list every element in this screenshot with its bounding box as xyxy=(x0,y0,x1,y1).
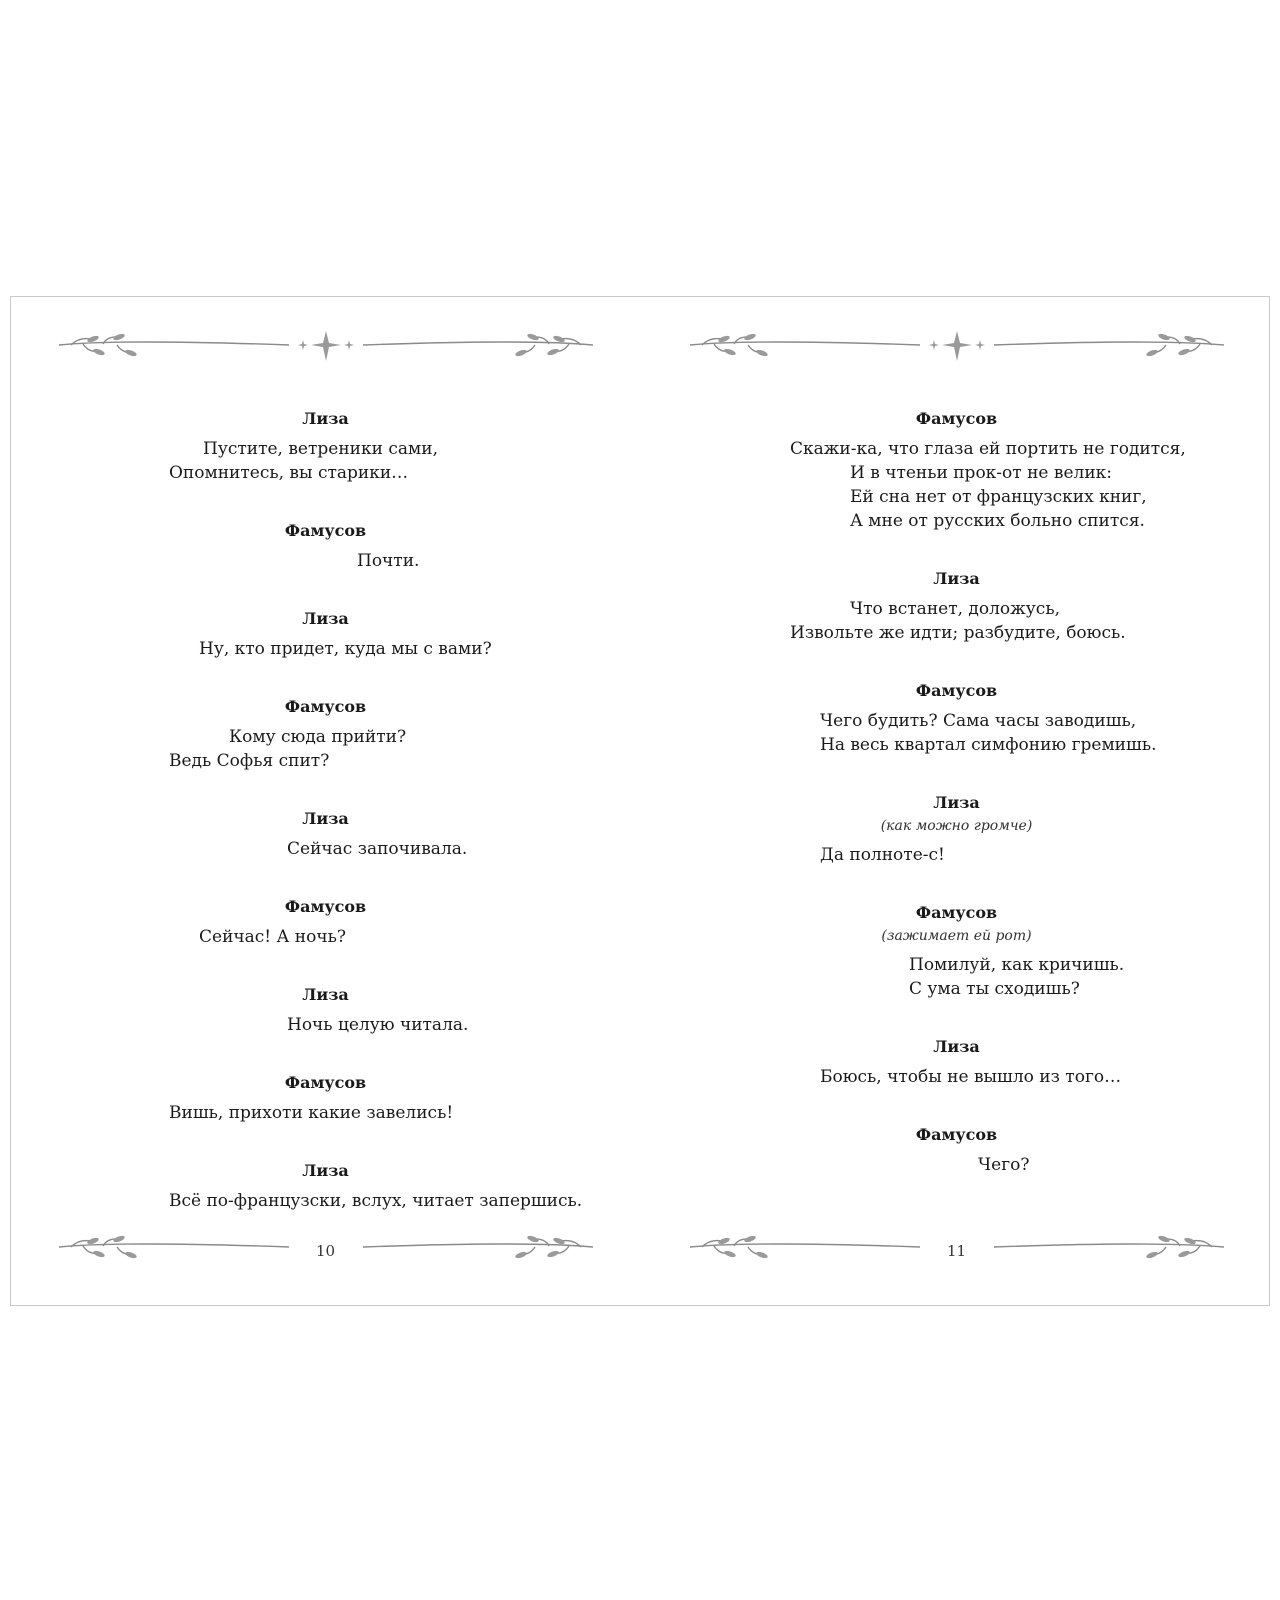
verse-line: На весь квартал симфонию гремишь. xyxy=(820,735,1157,755)
speaker-name: Лиза xyxy=(302,409,349,428)
stage-direction: (как можно громче) xyxy=(880,818,1033,834)
speaker-name: Лиза xyxy=(302,1161,349,1180)
verse-line: Всё по-французски, вслух, читает запершись. xyxy=(169,1191,583,1211)
right-dialog xyxy=(642,407,1271,1177)
speaker-name: Фамусов xyxy=(915,681,998,700)
verse-line: Ночь целую читала. xyxy=(287,1015,469,1035)
verse-line: Вишь, прихоти какие завелись! xyxy=(169,1103,454,1123)
verse-line: Ну, кто придет, куда мы с вами? xyxy=(199,639,492,659)
verse-line: С ума ты сходишь? xyxy=(909,979,1080,999)
right-page xyxy=(642,297,1271,1305)
verse-line: Чего? xyxy=(978,1155,1030,1175)
speaker-name: Фамусов xyxy=(284,521,367,540)
verse-line: Что встанет, доложусь, xyxy=(850,599,1060,619)
speaker-name: Лиза xyxy=(933,1037,980,1056)
speaker-name: Лиза xyxy=(302,609,349,628)
left-dialog xyxy=(11,407,640,1213)
speaker-name: Лиза xyxy=(933,569,980,588)
speaker-name: Фамусов xyxy=(915,409,998,428)
speaker-name: Фамусов xyxy=(284,897,367,916)
verse-line: И в чтеньи прок-от не велик: xyxy=(850,463,1112,483)
verse-line: Помилуй, как кричишь. xyxy=(909,955,1125,975)
book-spread xyxy=(10,296,1270,1306)
speaker-name: Фамусов xyxy=(284,697,367,716)
verse-line: Почти. xyxy=(357,551,420,571)
page-number: 10 xyxy=(315,1242,336,1260)
speaker-name: Лиза xyxy=(302,985,349,1004)
speaker-name: Фамусов xyxy=(915,903,998,922)
speaker-name: Лиза xyxy=(933,793,980,812)
verse-line: Сейчас! А ночь? xyxy=(199,927,346,947)
verse-line: Кому сюда прийти? xyxy=(229,727,407,747)
speaker-name: Фамусов xyxy=(284,1073,367,1092)
verse-line: Чего будить? Сама часы заводишь, xyxy=(820,711,1137,731)
verse-line: Опомнитесь, вы старики… xyxy=(169,463,409,483)
verse-line: Извольте же идти; разбудите, боюсь. xyxy=(790,623,1126,643)
left-page xyxy=(11,297,640,1305)
verse-line: Ей сна нет от французских книг, xyxy=(850,487,1147,507)
speaker-name: Фамусов xyxy=(915,1125,998,1144)
verse-line: А мне от русских больно спится. xyxy=(850,511,1145,531)
top-ornament-icon xyxy=(690,325,1224,365)
verse-line: Ведь Софья спит? xyxy=(169,751,330,771)
page-number: 11 xyxy=(946,1242,967,1260)
verse-line: Сейчас започивала. xyxy=(287,839,468,859)
verse-line: Боюсь, чтобы не вышло из того… xyxy=(820,1067,1122,1087)
verse-line: Скажи-ка, что глаза ей портить не годится, xyxy=(790,439,1186,459)
top-ornament-icon xyxy=(59,325,593,365)
stage-direction: (зажимает ей рот) xyxy=(881,928,1032,944)
verse-line: Пустите, ветреники сами, xyxy=(203,439,438,459)
speaker-name: Лиза xyxy=(302,809,349,828)
verse-line: Да полноте-с! xyxy=(820,845,945,865)
